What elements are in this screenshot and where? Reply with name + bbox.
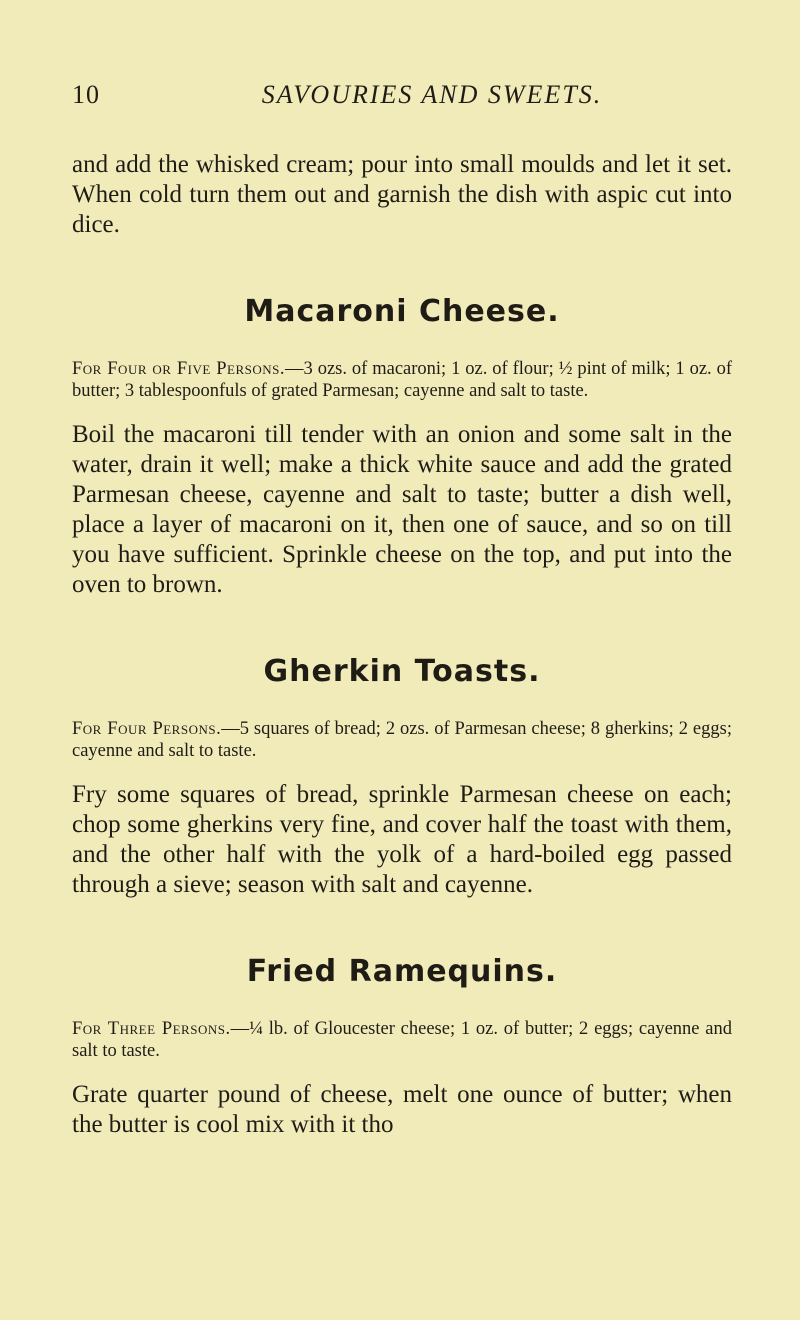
page-number: 10 bbox=[72, 80, 100, 109]
recipe-title: Macaroni Cheese. bbox=[244, 294, 560, 329]
ingredients-text: —5 squares of bread; 2 ozs. of Parmesan cheese; 8 gherkins; 2 eggs; cayenne and salt to taste. bbox=[72, 719, 732, 761]
intro-paragraph: and add the whisked cream; pour into small moulds and let it set. When cold turn them out and garnish the dish with aspic cut into dice. bbox=[72, 151, 732, 238]
serves-label: For Four Persons. bbox=[72, 719, 222, 739]
method-paragraph: Fry some squares of bread, sprinkle Parmesan cheese on each; chop some gherkins very fine, and cover half the toast with them, and the other half with the yolk of a hard-boiled egg passed through a sieve; season with salt and cayenne. bbox=[72, 781, 732, 898]
ingredients-list bbox=[72, 718, 732, 762]
recipe-fried-ramequins bbox=[72, 954, 732, 1140]
recipe-title: Fried Ramequins. bbox=[246, 954, 558, 989]
ingredients-text: —¼ lb. of Gloucester cheese; 1 oz. of butter; 2 eggs; cayenne and salt to taste. bbox=[72, 1019, 732, 1061]
running-title: SAVOURIES AND SWEETS. bbox=[261, 80, 603, 109]
running-head bbox=[72, 80, 732, 116]
ingredients-text: —3 ozs. of macaroni; 1 oz. of flour; ½ pint of milk; 1 oz. of butter; 3 tablespoonfuls of grated Parmesan; cayenne and salt to taste. bbox=[72, 359, 732, 401]
recipe-gherkin-toasts bbox=[72, 654, 732, 900]
serves-label: For Four or Five Persons. bbox=[72, 359, 286, 379]
serves-label: For Three Persons. bbox=[72, 1019, 231, 1039]
recipe-macaroni-cheese bbox=[72, 294, 732, 600]
ingredients-list bbox=[72, 358, 732, 402]
ingredients-list bbox=[72, 1018, 732, 1062]
page-content bbox=[72, 150, 732, 1194]
recipe-title: Gherkin Toasts. bbox=[263, 654, 541, 689]
method-paragraph: Grate quarter pound of cheese, melt one ounce of butter; when the butter is cool mix with it tho bbox=[72, 1081, 732, 1138]
method-paragraph: Boil the macaroni till tender with an onion and some salt in the water, drain it well; make a thick white sauce and add the grated Parmesan cheese, cayenne and salt to taste; butter a dish well, place a layer of macaroni on it, then one of sauce, and so on till you have sufficient. Sprinkle cheese on the top, and put into the oven to brown. bbox=[72, 421, 732, 598]
